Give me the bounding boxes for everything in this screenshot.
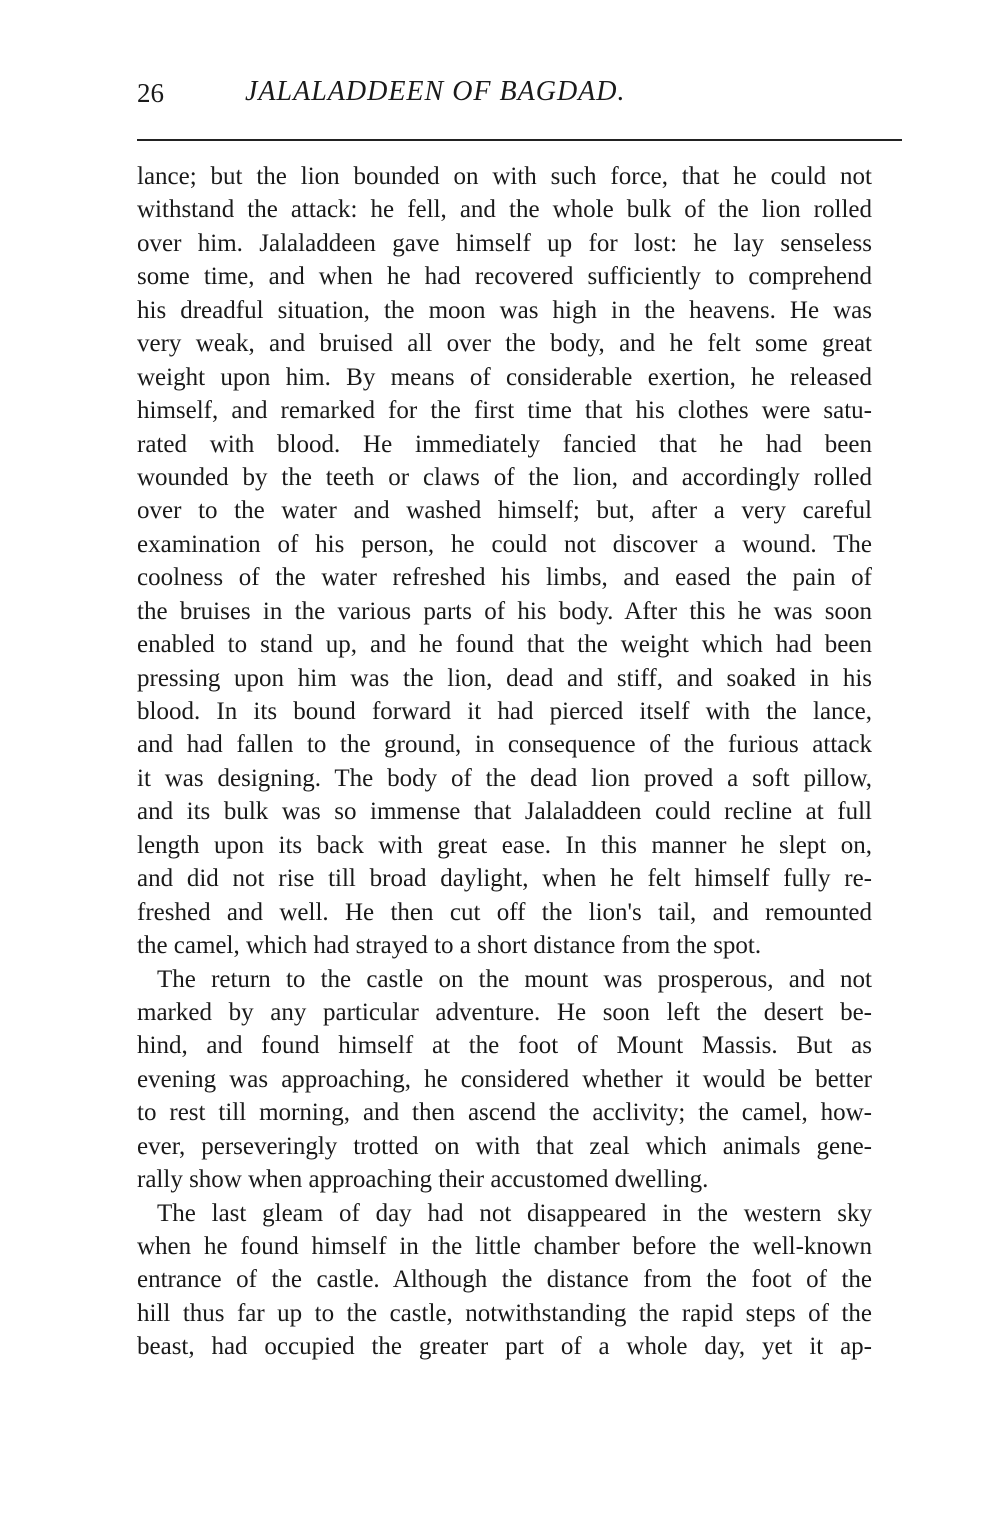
- text-line: freshed and well. He then cut off the lion's tail, and remounted: [137, 898, 872, 926]
- text-line: the bruises in the various parts of his body. After this he was soon: [137, 597, 872, 625]
- text-line: evening was approaching, he considered whether it would be better: [137, 1065, 872, 1093]
- text-line: himself, and remarked for the first time that his clothes were satu-: [137, 397, 872, 425]
- text-line: over to the water and washed himself; but, after a very careful: [137, 497, 872, 525]
- text-line: The return to the castle on the mount was prosperous, and not: [157, 965, 872, 993]
- text-line: to rest till morning, and then ascend the acclivity; the camel, how-: [137, 1099, 872, 1127]
- text-line: rated with blood. He immediately fancied that he had been: [137, 430, 872, 458]
- header-rule: [137, 139, 902, 141]
- text-line: The last gleam of day had not disappeared in the western sky: [157, 1199, 872, 1227]
- text-line: his dreadful situation, the moon was high in the heavens. He was: [137, 296, 872, 324]
- text-line: ever, perseveringly trotted on with that zeal which animals gene-: [137, 1132, 872, 1160]
- text-line: hill thus far up to the castle, notwithstanding the rapid steps of the: [137, 1299, 872, 1327]
- text-line: and did not rise till broad daylight, when he felt himself fully re-: [137, 865, 872, 893]
- text-line: hind, and found himself at the foot of Mount Massis. But as: [137, 1032, 872, 1060]
- text-line: when he found himself in the little chamber before the well-known: [137, 1233, 872, 1260]
- text-line: and had fallen to the ground, in consequence of the furious attack: [137, 731, 872, 759]
- text-line: very weak, and bruised all over the body, and he felt some great: [137, 330, 872, 358]
- text-line: examination of his person, he could not discover a wound. The: [137, 530, 872, 558]
- page-number: 26: [137, 78, 164, 108]
- body-text: [137, 160, 872, 1364]
- text-line: wounded by the teeth or claws of the lion, and accordingly rolled: [137, 463, 872, 491]
- text-line: weight upon him. By means of considerable exertion, he released: [137, 363, 872, 391]
- text-line: length upon its back with great ease. In this manner he slept on,: [137, 831, 872, 859]
- text-line: over him. Jalaladdeen gave himself up for lost: he lay senseless: [137, 229, 872, 257]
- text-line: some time, and when he had recovered sufficiently to comprehend: [137, 263, 872, 291]
- running-title: JALALADDEEN OF BAGDAD.: [245, 76, 626, 107]
- text-line: rally show when approaching their accustomed dwelling.: [137, 1166, 709, 1194]
- text-line: it was designing. The body of the dead lion proved a soft pillow,: [137, 764, 872, 792]
- text-line: and its bulk was so immense that Jalaladdeen could recline at full: [137, 798, 872, 826]
- text-line: enabled to stand up, and he found that the weight which had been: [137, 631, 872, 659]
- text-line: the camel, which had strayed to a short distance from the spot.: [137, 932, 762, 960]
- text-line: marked by any particular adventure. He soon left the desert be-: [137, 998, 872, 1026]
- text-line: coolness of the water refreshed his limbs, and eased the pain of: [137, 564, 872, 592]
- text-line: pressing upon him was the lion, dead and stiff, and soaked in his: [137, 664, 872, 692]
- text-line: lance; but the lion bounded on with such force, that he could not: [137, 163, 872, 190]
- text-line: entrance of the castle. Although the distance from the foot of the: [137, 1266, 872, 1294]
- text-line: beast, had occupied the greater part of a whole day, yet it ap-: [137, 1333, 872, 1361]
- text-line: blood. In its bound forward it had pierced itself with the lance,: [137, 698, 872, 725]
- text-line: withstand the attack: he fell, and the whole bulk of the lion rolled: [137, 196, 872, 224]
